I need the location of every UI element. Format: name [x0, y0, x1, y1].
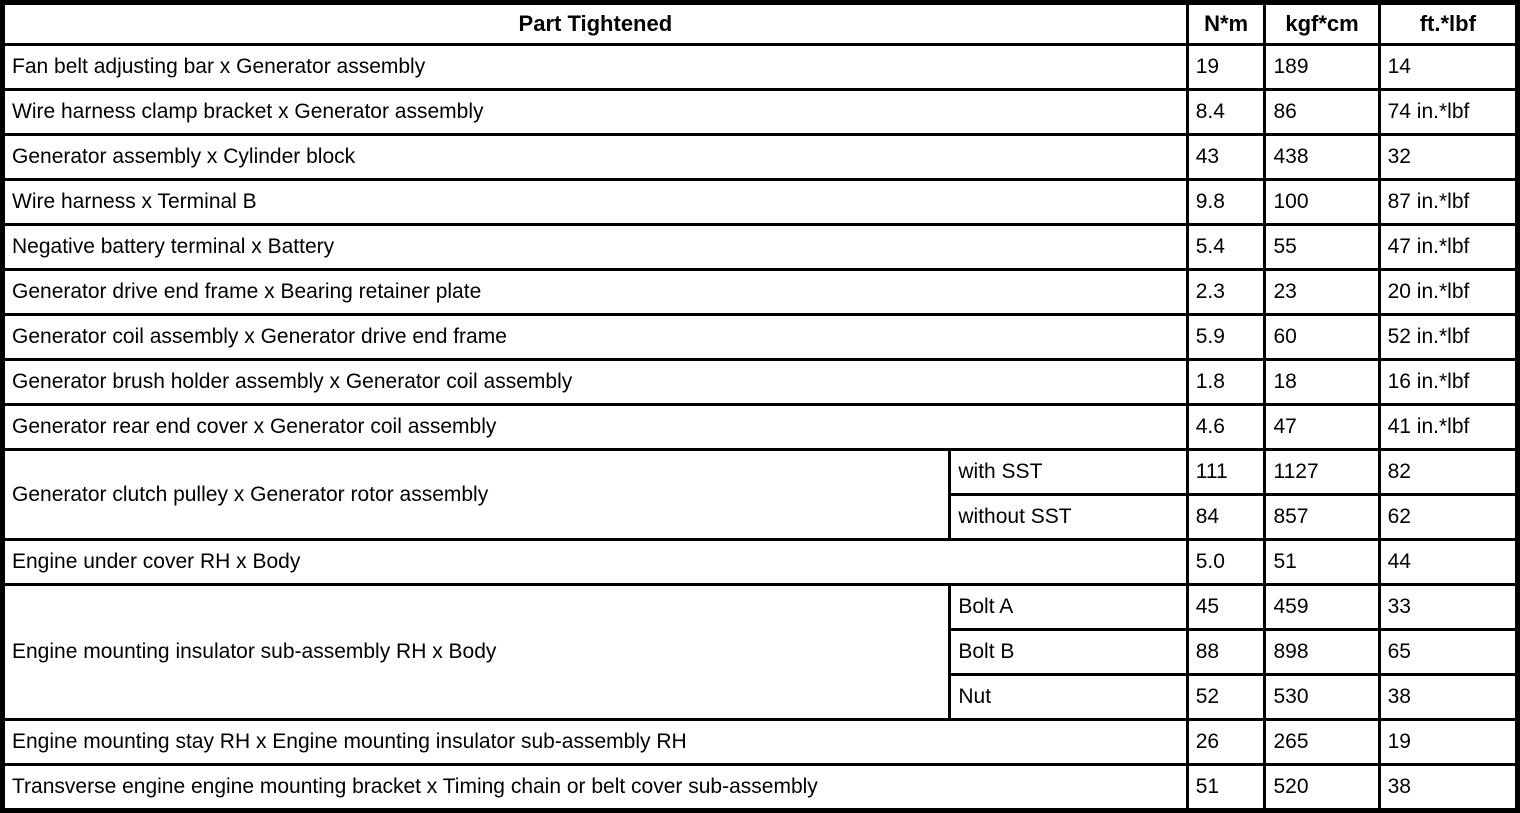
torque-ftlbf-cell: 16 in.*lbf — [1379, 360, 1517, 405]
table-row — [3, 585, 1518, 630]
table-row — [3, 270, 1518, 315]
torque-ftlbf-cell: 38 — [1379, 765, 1517, 811]
torque-nm-cell: 4.6 — [1187, 405, 1265, 450]
table-body — [3, 45, 1518, 811]
torque-kgfcm-cell: 520 — [1265, 765, 1379, 811]
torque-nm-cell: 111 — [1187, 450, 1265, 495]
table-row — [3, 135, 1518, 180]
torque-nm-cell: 8.4 — [1187, 90, 1265, 135]
column-header-part-tightened: Part Tightened — [3, 3, 1188, 45]
torque-nm-cell: 26 — [1187, 720, 1265, 765]
table-row — [3, 180, 1518, 225]
torque-ftlbf-cell: 19 — [1379, 720, 1517, 765]
torque-kgfcm-cell: 459 — [1265, 585, 1379, 630]
part-name-cell: Generator drive end frame x Bearing retainer plate — [3, 270, 1188, 315]
torque-ftlbf-cell: 33 — [1379, 585, 1517, 630]
torque-nm-cell: 2.3 — [1187, 270, 1265, 315]
part-name-cell: Wire harness x Terminal B — [3, 180, 1188, 225]
table-row — [3, 225, 1518, 270]
table-row — [3, 450, 1518, 495]
variant-label-cell: Bolt B — [950, 630, 1187, 675]
torque-nm-cell: 5.9 — [1187, 315, 1265, 360]
torque-ftlbf-cell: 32 — [1379, 135, 1517, 180]
part-name-cell: Generator brush holder assembly x Generator coil assembly — [3, 360, 1188, 405]
part-name-cell: Engine mounting insulator sub-assembly RH x Body — [3, 585, 950, 720]
torque-kgfcm-cell: 18 — [1265, 360, 1379, 405]
variant-label-cell: with SST — [950, 450, 1187, 495]
part-name-cell: Generator assembly x Cylinder block — [3, 135, 1188, 180]
torque-kgfcm-cell: 51 — [1265, 540, 1379, 585]
column-header-ftlbf: ft.*lbf — [1379, 3, 1517, 45]
torque-nm-cell: 45 — [1187, 585, 1265, 630]
variant-label-cell: Nut — [950, 675, 1187, 720]
table-row — [3, 540, 1518, 585]
part-name-cell: Negative battery terminal x Battery — [3, 225, 1188, 270]
torque-ftlbf-cell: 14 — [1379, 45, 1517, 90]
table-row — [3, 360, 1518, 405]
column-header-nm: N*m — [1187, 3, 1265, 45]
table-row — [3, 45, 1518, 90]
column-header-kgfcm: kgf*cm — [1265, 3, 1379, 45]
table-row — [3, 315, 1518, 360]
torque-kgfcm-cell: 1127 — [1265, 450, 1379, 495]
torque-ftlbf-cell: 62 — [1379, 495, 1517, 540]
torque-nm-cell: 1.8 — [1187, 360, 1265, 405]
torque-kgfcm-cell: 86 — [1265, 90, 1379, 135]
torque-kgfcm-cell: 438 — [1265, 135, 1379, 180]
part-name-cell: Wire harness clamp bracket x Generator assembly — [3, 90, 1188, 135]
table-row — [3, 765, 1518, 811]
table-row — [3, 720, 1518, 765]
torque-kgfcm-cell: 898 — [1265, 630, 1379, 675]
torque-nm-cell: 88 — [1187, 630, 1265, 675]
variant-label-cell: without SST — [950, 495, 1187, 540]
torque-ftlbf-cell: 52 in.*lbf — [1379, 315, 1517, 360]
torque-kgfcm-cell: 23 — [1265, 270, 1379, 315]
header-row — [3, 3, 1518, 45]
table-row — [3, 90, 1518, 135]
variant-label-cell: Bolt A — [950, 585, 1187, 630]
part-name-cell: Transverse engine engine mounting bracket x Timing chain or belt cover sub-assembly — [3, 765, 1188, 811]
torque-kgfcm-cell: 189 — [1265, 45, 1379, 90]
part-name-cell: Engine mounting stay RH x Engine mounting insulator sub-assembly RH — [3, 720, 1188, 765]
torque-kgfcm-cell: 265 — [1265, 720, 1379, 765]
torque-nm-cell: 19 — [1187, 45, 1265, 90]
part-name-cell: Generator clutch pulley x Generator rotor assembly — [3, 450, 950, 540]
torque-nm-cell: 52 — [1187, 675, 1265, 720]
torque-kgfcm-cell: 530 — [1265, 675, 1379, 720]
torque-kgfcm-cell: 857 — [1265, 495, 1379, 540]
torque-ftlbf-cell: 65 — [1379, 630, 1517, 675]
torque-nm-cell: 43 — [1187, 135, 1265, 180]
torque-ftlbf-cell: 87 in.*lbf — [1379, 180, 1517, 225]
torque-ftlbf-cell: 74 in.*lbf — [1379, 90, 1517, 135]
torque-kgfcm-cell: 47 — [1265, 405, 1379, 450]
part-name-cell: Fan belt adjusting bar x Generator assembly — [3, 45, 1188, 90]
torque-nm-cell: 84 — [1187, 495, 1265, 540]
torque-nm-cell: 5.4 — [1187, 225, 1265, 270]
torque-ftlbf-cell: 44 — [1379, 540, 1517, 585]
part-name-cell: Generator rear end cover x Generator coil assembly — [3, 405, 1188, 450]
torque-ftlbf-cell: 38 — [1379, 675, 1517, 720]
torque-kgfcm-cell: 60 — [1265, 315, 1379, 360]
torque-ftlbf-cell: 82 — [1379, 450, 1517, 495]
torque-kgfcm-cell: 100 — [1265, 180, 1379, 225]
part-name-cell: Engine under cover RH x Body — [3, 540, 1188, 585]
torque-ftlbf-cell: 47 in.*lbf — [1379, 225, 1517, 270]
part-name-cell: Generator coil assembly x Generator drive end frame — [3, 315, 1188, 360]
table-row — [3, 405, 1518, 450]
torque-ftlbf-cell: 41 in.*lbf — [1379, 405, 1517, 450]
torque-nm-cell: 9.8 — [1187, 180, 1265, 225]
torque-nm-cell: 5.0 — [1187, 540, 1265, 585]
torque-ftlbf-cell: 20 in.*lbf — [1379, 270, 1517, 315]
torque-nm-cell: 51 — [1187, 765, 1265, 811]
torque-kgfcm-cell: 55 — [1265, 225, 1379, 270]
